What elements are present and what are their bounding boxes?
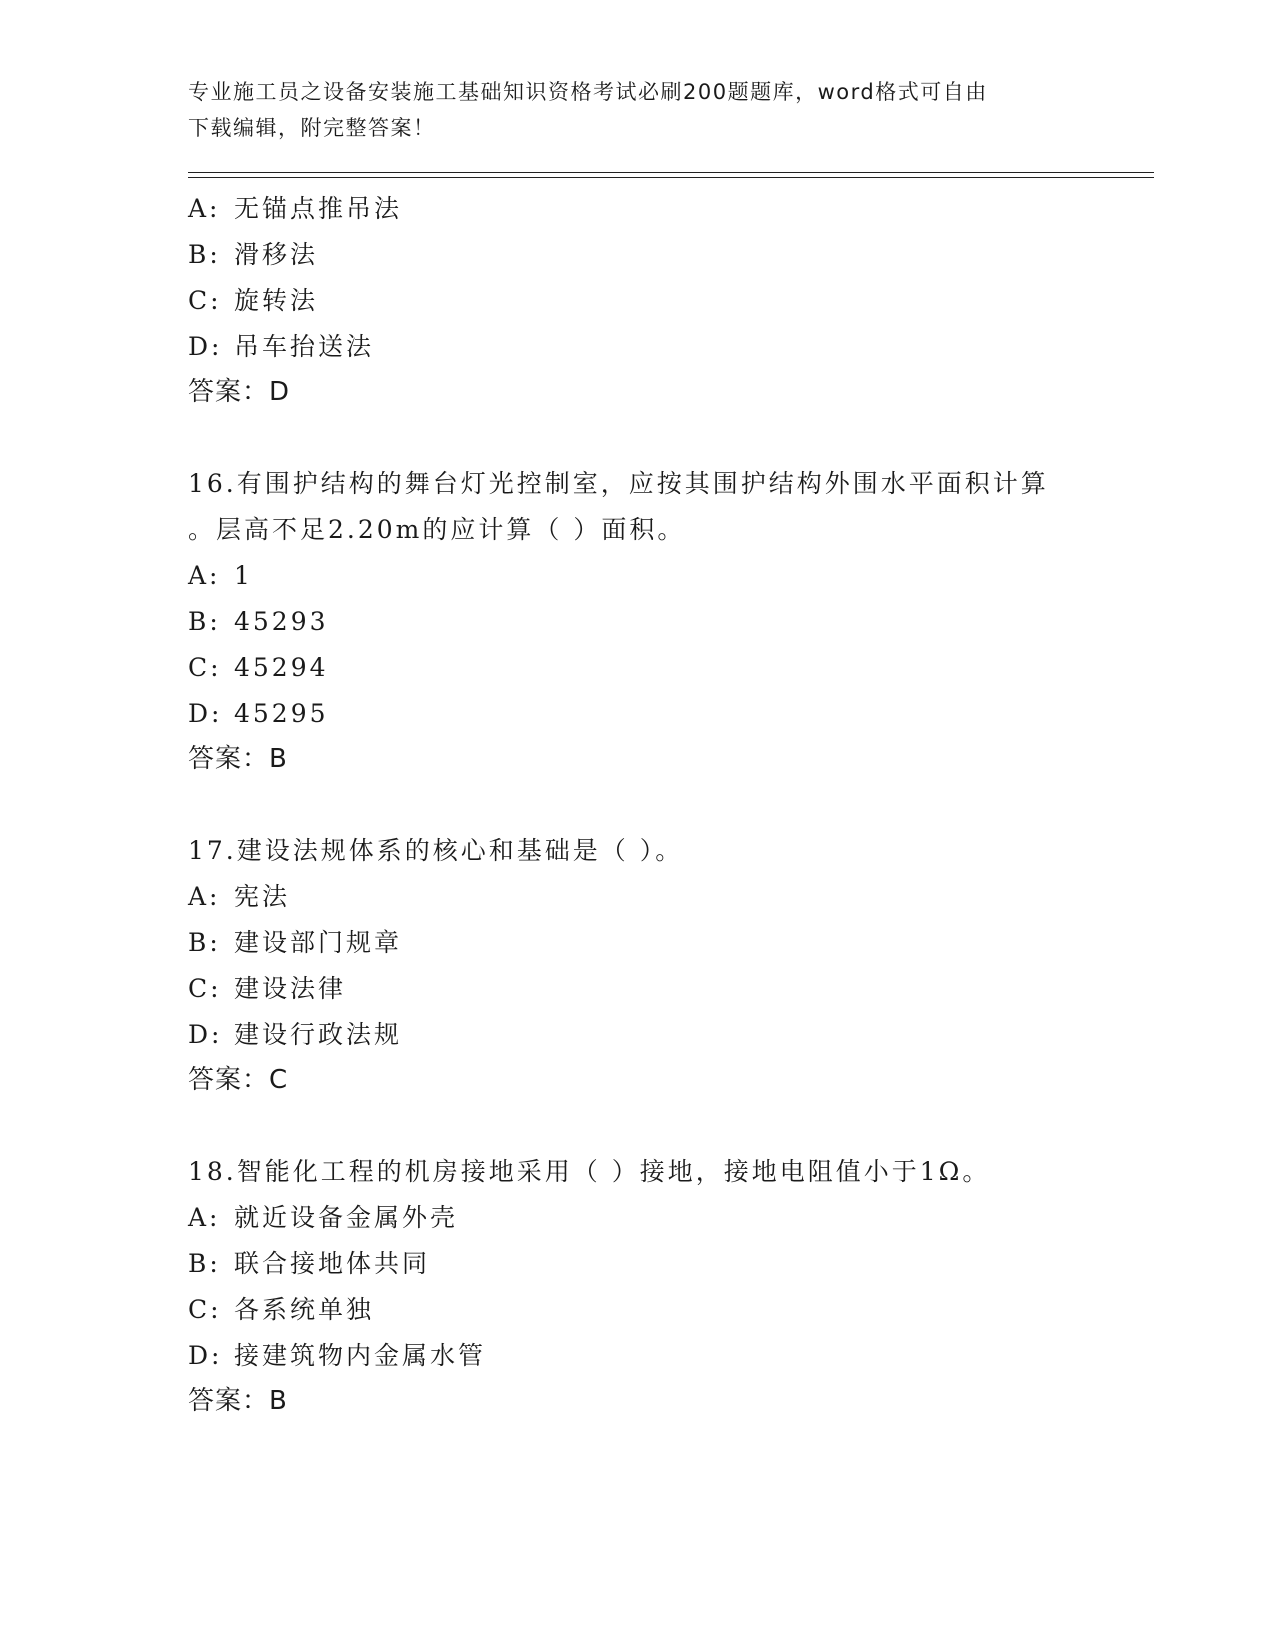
question-17 bbox=[188, 828, 1088, 1102]
question-list bbox=[188, 186, 1088, 1423]
question-18 bbox=[188, 1149, 1088, 1423]
answer-line: 答案：B bbox=[188, 744, 288, 774]
header-divider-top bbox=[188, 172, 1154, 173]
answer-line: 答案：C bbox=[188, 1065, 289, 1095]
option-b: B: 联合接地体共同 bbox=[188, 1249, 431, 1278]
question-stem: 17.建设法规体系的核心和基础是（ ）。 bbox=[188, 836, 684, 865]
header-divider-bottom bbox=[188, 177, 1154, 178]
question-16 bbox=[188, 461, 1088, 781]
option-c: C: 建设法律 bbox=[188, 974, 347, 1003]
option-a: A: 1 bbox=[188, 561, 253, 590]
option-a: A: 宪法 bbox=[188, 882, 291, 911]
header-line-2: 下载编辑，附完整答案！ bbox=[188, 116, 436, 140]
header-line-1: 专业施工员之设备安装施工基础知识资格考试必刷200题题库，word格式可自由 bbox=[188, 80, 988, 104]
question-15-tail bbox=[188, 186, 1088, 414]
option-c: C: 45294 bbox=[188, 653, 329, 682]
option-a: A: 就近设备金属外壳 bbox=[188, 1203, 459, 1232]
question-stem: 18.智能化工程的机房接地采用（ ）接地，接地电阻值小于1Ω。 bbox=[188, 1157, 991, 1186]
option-d: D: 吊车抬送法 bbox=[188, 332, 375, 361]
document-header bbox=[188, 74, 1068, 146]
option-b: B: 滑移法 bbox=[188, 240, 319, 269]
option-b: B: 45293 bbox=[188, 607, 329, 636]
option-b: B: 建设部门规章 bbox=[188, 928, 403, 957]
answer-line: 答案：D bbox=[188, 377, 291, 407]
option-d: D: 接建筑物内金属水管 bbox=[188, 1341, 487, 1370]
answer-line: 答案：B bbox=[188, 1386, 288, 1416]
option-a: A: 无锚点推吊法 bbox=[188, 194, 403, 223]
option-c: C: 旋转法 bbox=[188, 286, 319, 315]
option-c: C: 各系统单独 bbox=[188, 1295, 375, 1324]
question-stem: 16.有围护结构的舞台灯光控制室，应按其围护结构外围水平面积计算 bbox=[188, 469, 1049, 498]
option-d: D: 建设行政法规 bbox=[188, 1020, 403, 1049]
option-d: D: 45295 bbox=[188, 699, 329, 728]
question-stem-continued: 。层高不足2.20m的应计算（ ）面积。 bbox=[188, 515, 686, 544]
